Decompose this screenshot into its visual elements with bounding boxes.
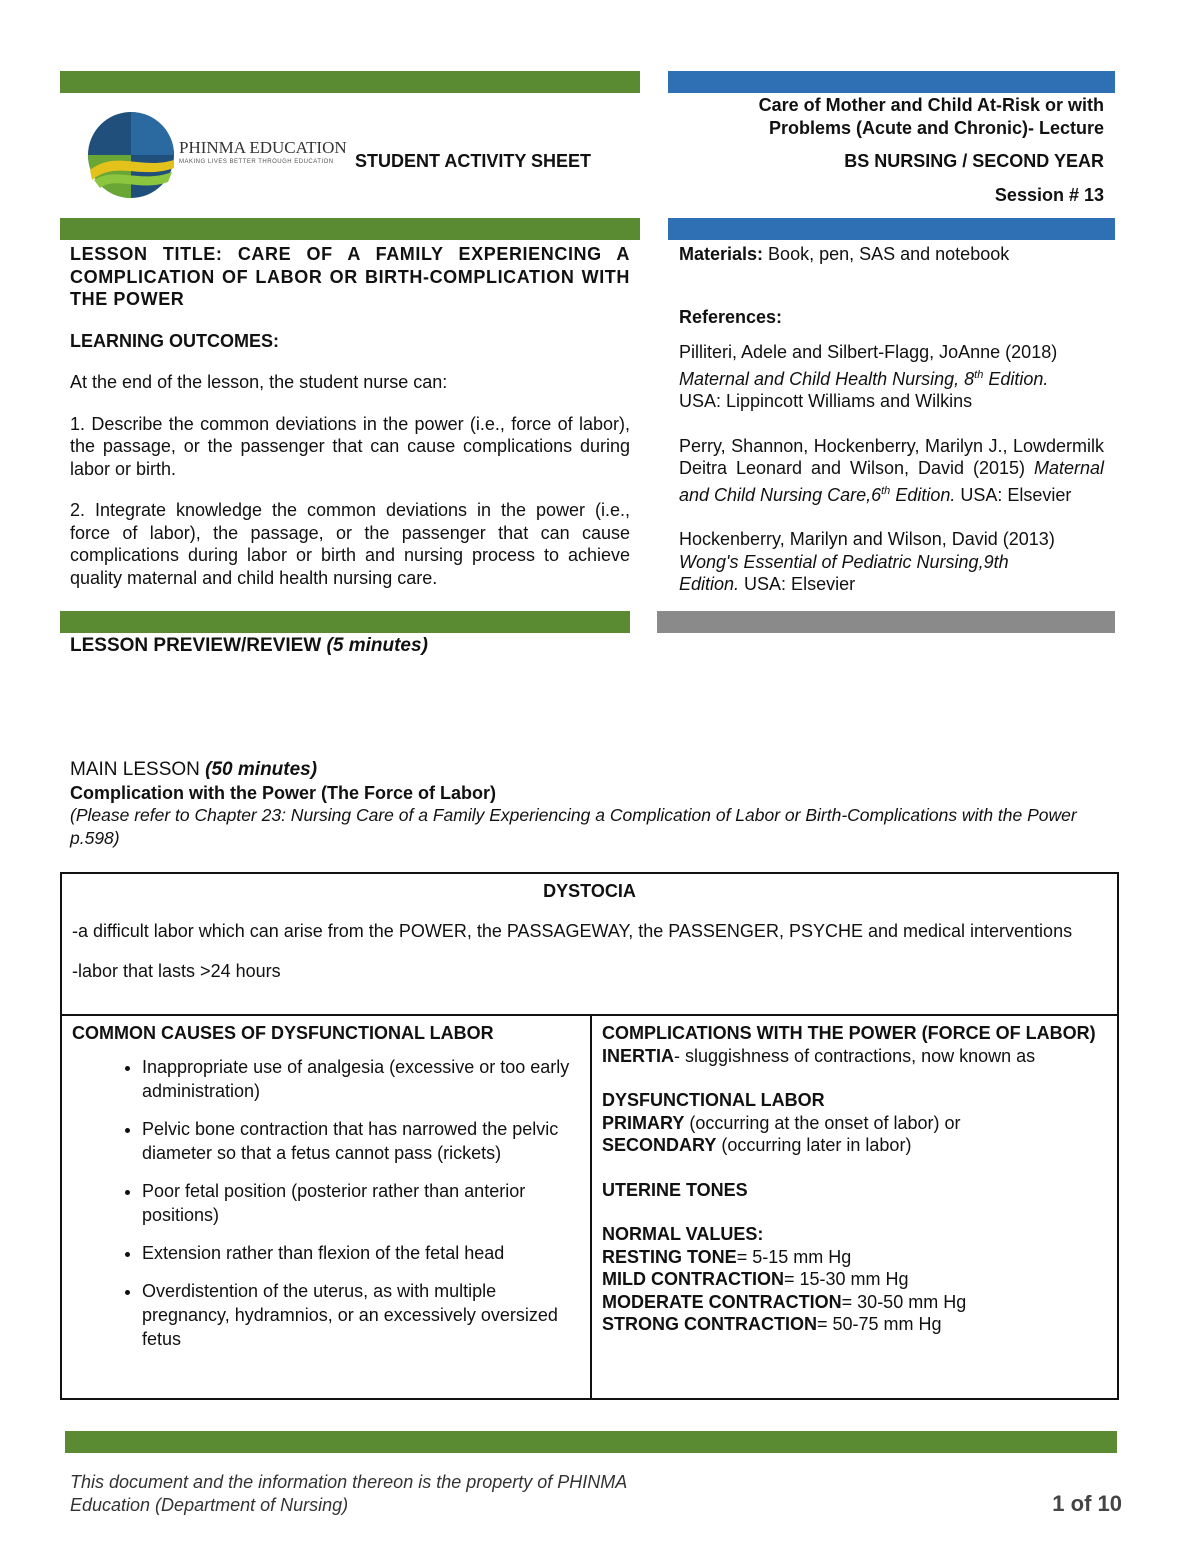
reference-1-publisher: USA: Lippincott Williams and Wilkins (679, 391, 973, 411)
main-lesson-heading (70, 759, 1115, 782)
materials-label: Materials: (679, 244, 764, 264)
reference-2-edition: Edition. (895, 484, 956, 505)
reference-1-authors: Pilliteri, Adele and Silbert-Flagg, JoAnne (2018) (679, 342, 1058, 362)
reference-3-title: Wong's Essential of Pediatric Nursing,9th (679, 551, 1009, 572)
reference-3-edition: Edition. (679, 574, 740, 594)
session-label: Session # 13 (994, 185, 1104, 205)
resting-label: RESTING TONE (602, 1246, 737, 1267)
strong-label: STRONG CONTRACTION (602, 1314, 817, 1334)
program-label: BS NURSING / SECOND YEAR (844, 151, 1104, 171)
preview-heading (70, 635, 428, 657)
reference-2-title: Maternal and Child Nursing Care,6 (679, 458, 1104, 505)
reference-3 (679, 528, 1104, 596)
dysfunctional-heading: DYSFUNCTIONAL LABOR (602, 1090, 825, 1110)
inertia-label: INERTIA (602, 1045, 674, 1066)
resting-line (602, 1246, 1107, 1269)
strong-line (602, 1313, 1107, 1336)
top-left-bar (60, 71, 640, 93)
phinma-logo (86, 110, 347, 202)
materials-value: Book, pen, SAS and notebook (763, 244, 1010, 264)
references-heading: References: (679, 306, 783, 327)
outcome-2: 2. Integrate knowledge the common deviations in the power (i.e., force of labor), the passage, or the passenger that can cause complications during labor or birth and nursing process to achieve quality maternal and child health nursing care. (70, 500, 630, 588)
primary-label: PRIMARY (602, 1112, 685, 1133)
lesson-title: LESSON TITLE: CARE OF A FAMILY EXPERIENCING A COMPLICATION OF LABOR OR BIRTH-COMPLICATION WITH THE POWER (70, 244, 630, 309)
reference-3-authors: Hockenberry, Marilyn and Wilson, David (2013) (679, 529, 1055, 549)
reference-3-publisher: USA: Elsevier (739, 574, 856, 594)
page-number: 1 of 10 (1052, 1491, 1122, 1516)
section-right-bar (668, 218, 1115, 240)
list-item: • Inappropriate use of analgesia (excessive or too early administration) (142, 1055, 580, 1103)
dystocia-cell (61, 873, 1118, 1015)
list-item: • Poor fetal position (posterior rather than anterior positions) (142, 1179, 580, 1227)
reference-2 (679, 435, 1104, 507)
course-title-line2: Problems (Acute and Chronic)- Lecture (768, 118, 1104, 138)
footer-disclaimer-line1: This document and the information thereon is the property of PHINMA (70, 1472, 628, 1492)
causes-heading: COMMON CAUSES OF DYSFUNCTIONAL LABOR (72, 1023, 494, 1043)
footer-bar (65, 1431, 1117, 1453)
outcomes-intro: At the end of the lesson, the student nurse can: (70, 372, 448, 392)
primary-text: (occurring at the onset of labor) or (684, 1112, 961, 1133)
reference-1-sup: th (974, 368, 984, 381)
main-lesson-subtitle: Complication with the Power (The Force of Labor) (70, 782, 497, 803)
list-item: • Overdistention of the uterus, as with multiple pregnancy, hydramnios, or an excessively oversized fetus (142, 1279, 580, 1351)
logo-text: PHINMA EDUCATION (179, 138, 347, 157)
mild-line (602, 1268, 1107, 1291)
dystocia-heading: DYSTOCIA (543, 881, 636, 901)
complications-heading: COMPLICATIONS WITH THE POWER (FORCE OF LABOR) (602, 1023, 1096, 1043)
main-lesson-time: (50 minutes) (205, 759, 318, 780)
inertia-line (602, 1045, 1107, 1068)
preview-label: LESSON PREVIEW/REVIEW (70, 635, 327, 656)
secondary-line (602, 1134, 1107, 1157)
dystocia-def-2: -labor that lasts >24 hours (72, 961, 281, 981)
reference-2-sup: th (881, 484, 891, 497)
materials-column (679, 243, 1104, 596)
causes-list (72, 1055, 580, 1351)
course-title-line1: Care of Mother and Child At-Risk or with (758, 95, 1104, 115)
outcomes-heading: LEARNING OUTCOMES: (70, 330, 279, 351)
reference-1-title: Maternal and Child Health Nursing, 8 (679, 368, 975, 389)
course-title (759, 94, 1104, 140)
reference-1 (679, 341, 1104, 413)
preview-right-bar (657, 611, 1115, 633)
mild-label: MILD CONTRACTION (602, 1269, 784, 1289)
complications-cell (591, 1015, 1118, 1399)
footer-disclaimer (70, 1471, 627, 1517)
main-lesson-label: MAIN LESSON (70, 759, 206, 780)
normal-values-heading: NORMAL VALUES: (602, 1224, 764, 1244)
logo-tagline: MAKING LIVES BETTER THROUGH EDUCATION (179, 159, 334, 165)
preview-time: (5 minutes) (326, 635, 428, 656)
preview-left-bar (60, 611, 630, 633)
materials-line (679, 243, 1104, 266)
main-lesson-section (70, 759, 1115, 849)
uterine-tones-heading: UTERINE TONES (602, 1179, 748, 1200)
reference-2-authors: Perry, Shannon, Hockenberry, Marilyn J., Lowdermilk Deitra Leonard and Wilson, David (2015) (679, 435, 1104, 478)
lesson-column (70, 243, 630, 589)
inertia-text: - sluggishness of contractions, now known as (674, 1045, 1036, 1066)
causes-cell (61, 1015, 591, 1399)
sheet-label: STUDENT ACTIVITY SHEET (355, 151, 592, 171)
list-item: • Pelvic bone contraction that has narrowed the pelvic diameter so that a fetus cannot pass (rickets) (142, 1117, 580, 1165)
reference-2-publisher: USA: Elsevier (955, 484, 1072, 505)
footer-disclaimer-line2: Education (Department of Nursing) (70, 1495, 349, 1515)
section-left-bar (60, 218, 640, 240)
moderate-line (602, 1291, 1107, 1314)
primary-line (602, 1112, 1107, 1135)
strong-value: = 50-75 mm Hg (817, 1314, 942, 1334)
secondary-label: SECONDARY (602, 1135, 717, 1155)
main-lesson-note: (Please refer to Chapter 23: Nursing Care of a Family Experiencing a Complication of Labor or Birth-Complications with the Power p.598) (70, 805, 1077, 848)
outcome-1: 1. Describe the common deviations in the power (i.e., force of labor), the passage, or the passenger that can cause complications during labor or birth. (70, 413, 630, 479)
reference-1-edition: Edition. (983, 368, 1049, 389)
moderate-label: MODERATE CONTRACTION (602, 1291, 842, 1312)
resting-value: = 5-15 mm Hg (736, 1246, 852, 1267)
top-right-bar (668, 71, 1115, 93)
dystocia-def-1: -a difficult labor which can arise from the POWER, the PASSAGEWAY, the PASSENGER, PSYCHE and medical interventions (72, 921, 1073, 941)
mild-value: = 15-30 mm Hg (783, 1269, 909, 1289)
moderate-value: = 30-50 mm Hg (841, 1291, 967, 1312)
dystocia-table (60, 872, 1119, 1400)
list-item: • Extension rather than flexion of the fetal head (142, 1241, 580, 1265)
phinma-emblem-icon (86, 110, 176, 200)
secondary-text: (occurring later in labor) (716, 1135, 912, 1155)
